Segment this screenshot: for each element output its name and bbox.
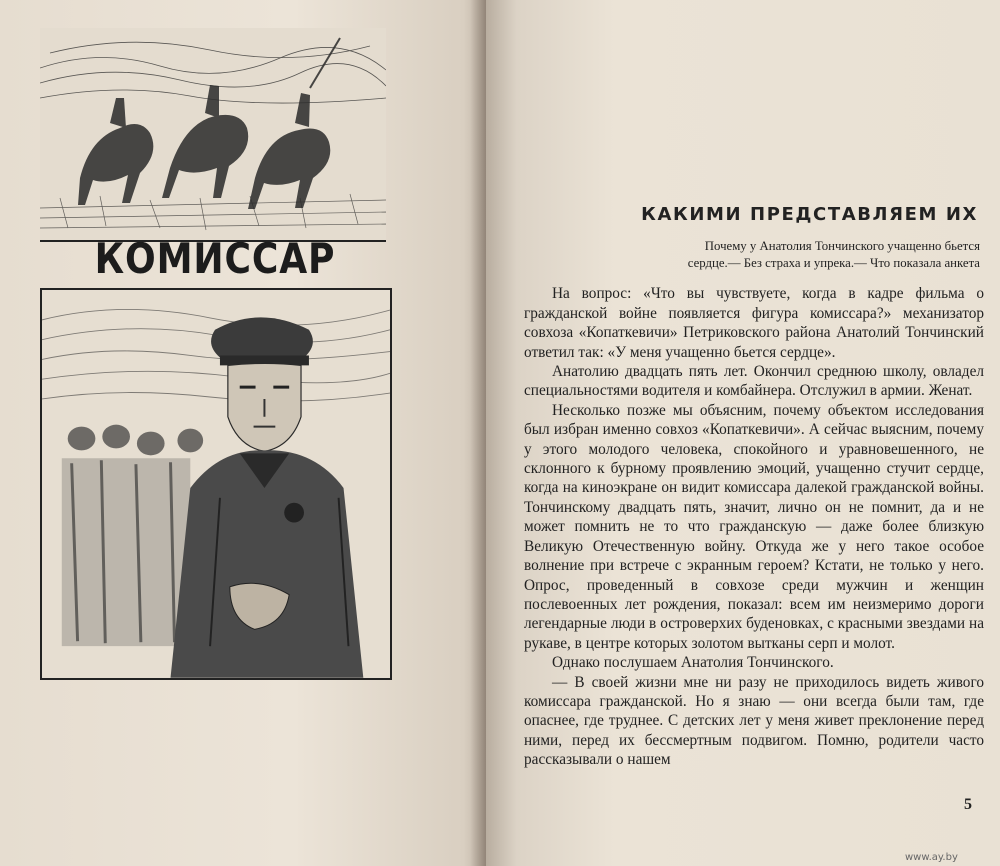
body-paragraph: Однако послушаем Анатолия Тончинского. <box>552 654 834 672</box>
cavalry-charge-illustration <box>40 28 386 242</box>
body-paragraph: На вопрос: «Что вы чувствуете, когда в кадре фильма о гражданской войне появляется фигура комиссара?» механизатор совхоза «Копаткевичи» Петриковского района Анатолий Тончинский ответил так: «У меня учащенно бьется сердце». <box>524 285 984 361</box>
body-paragraph: — В своей жизни мне ни разу не приходилось видеть живого комиссара гражданской. Но я знаю — они всегда были там, где опаснее, где труднее. С детских лет у меня живет преклонение перед ними, перед их бессмертным подвигом. Помню, родители часто рассказывали о нашем <box>524 673 984 769</box>
subtitle-line: Почему у Анатолия Тончинского учащенно бьется <box>704 239 980 254</box>
chapter-title: КОМИССАР <box>94 234 336 283</box>
left-page <box>0 0 488 866</box>
watermark-text: www.ay.by <box>905 852 958 863</box>
right-page-text <box>524 205 984 770</box>
section-subtitle <box>524 238 984 272</box>
section-title: КАКИМИ ПРЕДСТАВЛЯЕМ ИХ <box>641 204 978 225</box>
page-number: 5 <box>964 796 972 813</box>
commissar-portrait-illustration <box>40 288 392 680</box>
body-paragraph: Несколько позже мы объясним, почему объектом исследования был избран именно совхоз «Копаткевичи». А сейчас выясним, почему у этого молодого человека, спокойного и уравновешенного, не склонного к бурному проявлению эмоций, учащенно стучит сердце, когда на киноэкране он видит комиссара далекой гражданской войны. Тончинскому двадцать пять, значит, лично он не помнит, да и не может помнить не то что гражданскую — даже более близкую Великую Отечественную войну. Откуда же у него такое особое волнение при встрече с экранным героем? Кстати, не только у него. Опрос, проведенный в совхозе среди мужчин и женщин послевоенных лет рождения, показал: всем им неизмеримо дороги легендарные люди в островерхих буденовках, с красными звездами на рукаве, в центре которых золотом вытканы серп и молот. <box>524 401 984 652</box>
subtitle-line: сердце.— Без страха и упрека.— Что показала анкета <box>687 256 980 271</box>
body-paragraph: Анатолию двадцать пять лет. Окончил среднюю школу, овладел специальностями водителя и комбайнера. Отслужил в армии. Женат. <box>524 363 984 400</box>
